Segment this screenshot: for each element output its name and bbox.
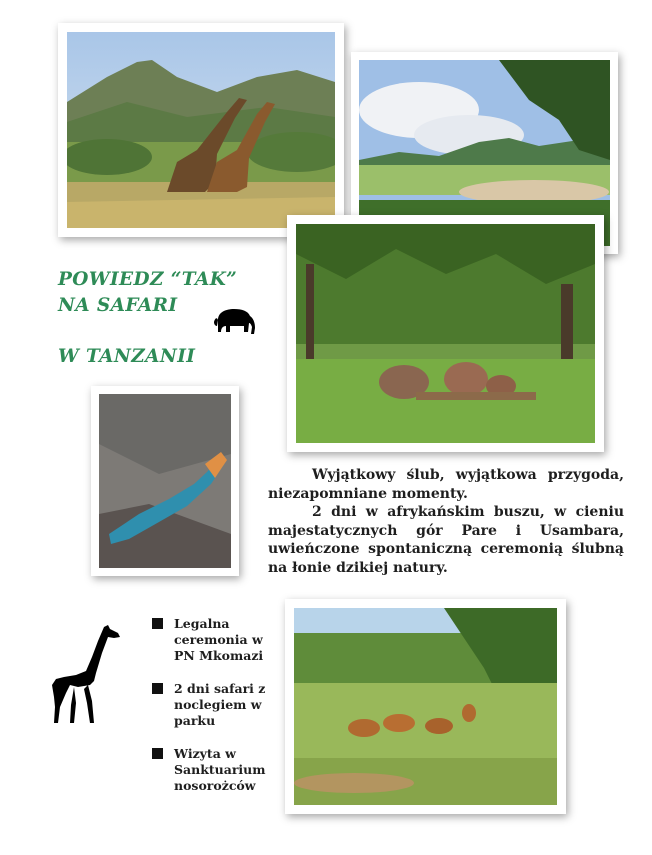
- body-paragraph-1: Wyjątkowy ślub, wyjątkowa przygoda, niezapomniane momenty.: [268, 467, 624, 502]
- photo-giraffes: [58, 23, 344, 237]
- elephant-icon: [212, 306, 258, 336]
- headline-line-1: POWIEDZ “TAK”: [58, 269, 238, 290]
- body-paragraph-2: 2 dni w afrykańskim buszu, w cieniu majestatycznych gór Pare i Usambara, uwieńczone spontaniczną ceremonią ślubną na łonie dzikiej natury.: [268, 504, 624, 576]
- list-item: [152, 746, 282, 794]
- photo-impalas: [285, 599, 566, 814]
- giraffes-image: [67, 32, 335, 228]
- feature-list: [152, 616, 282, 811]
- list-item-label: 2 dni safari z noclegiem w parku: [174, 681, 266, 728]
- photo-lizard: [91, 386, 239, 576]
- body-text: [268, 466, 624, 578]
- list-item: [152, 681, 282, 729]
- bullet-square-icon: [152, 683, 163, 694]
- bullet-square-icon: [152, 618, 163, 629]
- giraffe-icon: [50, 623, 124, 724]
- list-item: [152, 616, 282, 664]
- bullet-square-icon: [152, 748, 163, 759]
- headline-line-3: W TANZANII: [58, 346, 196, 367]
- headline-line-2: NA SAFARI: [58, 295, 178, 316]
- list-item-label: Legalna ceremonia w PN Mkomazi: [174, 616, 264, 663]
- rhinos-image: [296, 224, 595, 443]
- photo-rhinos: [287, 215, 604, 452]
- list-item-label: Wizyta w Sanktuarium nosorożców: [174, 746, 266, 793]
- lizard-image: [99, 394, 231, 568]
- impalas-image: [294, 608, 557, 805]
